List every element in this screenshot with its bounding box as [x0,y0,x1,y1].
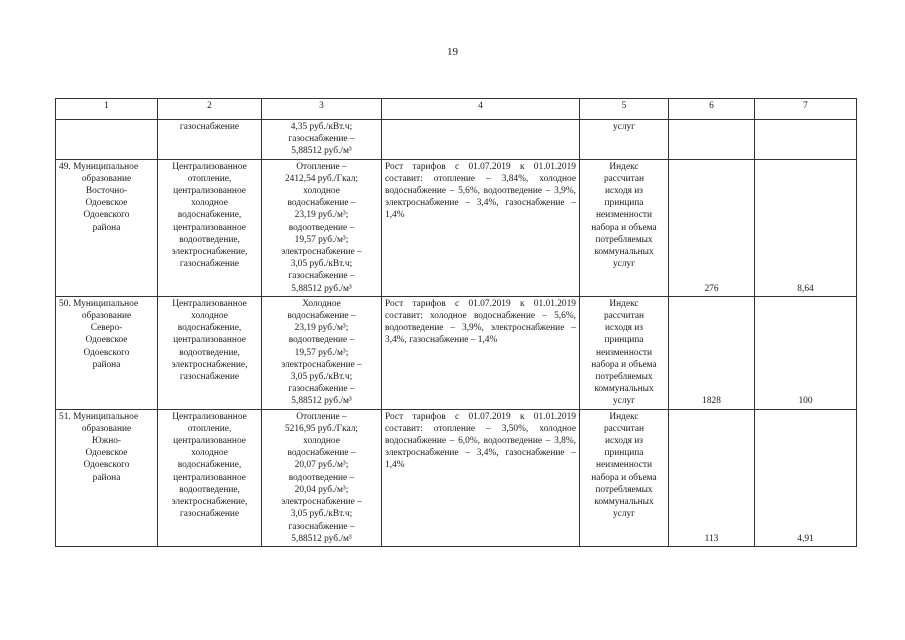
cell-line: Северо- [90,323,123,334]
cell-line: 3,05 руб./кВт.ч; [290,259,353,270]
cell-services [158,296,262,409]
cell-line: газоснабжение – [288,384,355,395]
cell-line: услуг [612,259,636,270]
cell-line: 23,19 руб./м³; [294,210,349,221]
cell-line: газоснабжение – [288,521,355,532]
cell-line: 50. Муниципальное [59,298,139,309]
cell-line: отопление, [187,173,232,184]
cell-growth [382,159,580,296]
tariff-table [55,98,857,547]
cell-line: электроснабжение – [281,359,362,370]
cell-line: исходя из [605,186,643,197]
cell-line: водоснабжение, [177,323,242,334]
cell-tariffs [262,159,382,296]
cell-value-6: 1828 [669,296,755,409]
cell-line: электроснабжение, [171,497,248,508]
cell-line: 23,19 руб./м³; [294,323,349,334]
cell-line: Централизованное [172,161,247,172]
cell-line: газоснабжение [179,372,240,383]
cell-line: холодное [303,186,340,197]
cell-line: услуг [612,396,636,407]
page-number: 19 [447,46,458,58]
cell-line: района [92,472,121,483]
cell-line: образование [81,423,132,434]
cell-line: Одоевского [83,460,130,471]
cell-line: 19,57 руб./м³; [294,347,349,358]
cell-line: Рост тарифов с 01.07.2019 к 01.01.2019 составит: холодное водоснабжение – 5,6%, водоотведение – 3,9%, электроснабжение – 3,4%, газоснабжение – 1,4% [385,298,576,346]
cell-services [158,409,262,546]
cell-tariffs [262,296,382,409]
cell-line: исходя из [605,323,643,334]
cell-line: газоснабжение – [288,271,355,282]
cell-line: 5,88512 руб./м³ [291,146,352,157]
cell-line: потребляемых [595,484,653,495]
cell-line: холодное [191,311,228,322]
cell-line: Индекс [609,298,639,309]
cell-line: газоснабжение [179,259,240,270]
cell-line: 51. Муниципальное [59,411,139,422]
cell-line: Рост тарифов с 01.07.2019 к 01.01.2019 составит: отопление – 3,50%, холодное водоснабжение – 6,0%, водоотведение – 3,8%, электроснабжение – 3,4%, газоснабжение – 1,4% [385,411,576,471]
cell-line: услуг [612,122,636,132]
cell-index-note [580,159,669,296]
cell-municipality [56,296,158,409]
cell-tariffs [262,409,382,546]
cell-line: Одоевского [83,210,130,221]
cell-line: газоснабжение – [288,134,355,145]
cell-line: неизменности [595,460,653,471]
cell-municipality [56,120,158,160]
cell-line: потребляемых [595,372,653,383]
cell-line: 3,05 руб./кВт.ч; [290,372,353,383]
header-cell: 7 [755,99,857,120]
cell-line: набора и объема [591,359,657,370]
cell-line: Восточно- [85,186,128,197]
table-row [56,159,857,296]
cell-value-7: 100 [755,296,857,409]
cell-value-6 [669,120,755,160]
cell-line: 5,88512 руб./м³ [291,533,352,544]
cell-line: Индекс [609,411,639,422]
cell-line: принципа [604,335,644,346]
cell-line: набора и объема [591,472,657,483]
cell-line: 5,88512 руб./м³ [291,283,352,294]
cell-line: водоотведение – [288,335,355,346]
cell-line: образование [81,173,132,184]
header-cell: 6 [669,99,755,120]
cell-line: района [92,359,121,370]
cell-line: водоснабжение – [287,198,356,209]
cell-line: водоснабжение – [287,311,356,322]
header-cell: 2 [158,99,262,120]
cell-line: 2412,54 руб./Гкал; [284,173,359,184]
cell-value-7 [755,120,857,160]
cell-line: Отопление – [296,411,347,422]
cell-line: рассчитан [603,423,645,434]
cell-line: водоснабжение – [287,448,356,459]
cell-line: Одоевское [85,335,128,346]
cell-line: потребляемых [595,234,653,245]
cell-line: централизованное [173,335,246,346]
cell-line: 3,05 руб./кВт.ч; [290,509,353,520]
cell-line: газоснабжение [179,509,240,520]
cell-municipality [56,159,158,296]
cell-line: водоотведение – [288,472,355,483]
cell-line: электроснабжение – [281,247,362,258]
cell-line: холодное [303,436,340,447]
cell-line: Одоевское [85,448,128,459]
cell-line: принципа [604,198,644,209]
cell-line: централизованное [173,472,246,483]
cell-index-note [580,409,669,546]
cell-line: водоотведение, [179,234,240,245]
cell-line: 49. Муниципальное [59,161,139,172]
cell-line: рассчитан [603,311,645,322]
cell-line: холодное [191,448,228,459]
cell-line: Холодное [302,298,341,309]
cell-line: Индекс [609,161,639,172]
cell-line: отопление, [187,423,232,434]
cell-line: водоотведение, [179,347,240,358]
cell-line: 20,04 руб./м³; [294,484,349,495]
cell-line: Централизованное [172,411,247,422]
cell-line: набора и объема [591,222,657,233]
cell-growth [382,409,580,546]
cell-line: централизованное [173,436,246,447]
cell-line: 5216,95 руб./Гкал; [284,423,359,434]
cell-value-6: 276 [669,159,755,296]
cell-growth [382,296,580,409]
header-cell: 3 [262,99,382,120]
cell-line: электроснабжение, [171,359,248,370]
cell-line: Отопление – [296,161,347,172]
cell-line: 5,88512 руб./м³ [291,396,352,407]
cell-line: услуг [612,509,636,520]
cell-line: образование [81,311,132,322]
cell-line: Одоевское [85,198,128,209]
cell-line: Рост тарифов с 01.07.2019 к 01.01.2019 составит: отопление – 3,84%, холодное водоснабжение – 5,6%, водоотведение – 3,9%, электроснабжение – 3,4%, газоснабжение –1,4% [385,161,576,221]
cell-line: неизменности [595,347,653,358]
cell-line: водоотведение – [288,222,355,233]
cell-line: неизменности [595,210,653,221]
cell-municipality [56,409,158,546]
cell-value-7: 4,91 [755,409,857,546]
table-row [56,409,857,546]
header-cell: 5 [580,99,669,120]
cell-growth [382,120,580,160]
cell-index-note [580,296,669,409]
cell-line: газоснабжение [179,122,240,132]
cell-line: Южно- [91,436,122,447]
cell-line: электроснабжение – [281,497,362,508]
cell-line: водоотведение, [179,484,240,495]
cell-line: рассчитан [603,173,645,184]
table-row [56,296,857,409]
cell-value-6: 113 [669,409,755,546]
cell-line: коммунальных [594,497,654,508]
cell-line: района [92,222,121,233]
header-cell: 4 [382,99,580,120]
cell-line: коммунальных [594,247,654,258]
cell-line: Централизованное [172,298,247,309]
cell-line: исходя из [605,436,643,447]
table-header-row [56,99,857,120]
cell-line: централизованное [173,222,246,233]
cell-line: 20,07 руб./м³; [294,460,349,471]
cell-line: коммунальных [594,384,654,395]
cell-line: холодное [191,198,228,209]
table-row-continued [56,120,857,160]
cell-line: 19,57 руб./м³; [294,234,349,245]
header-cell: 1 [56,99,158,120]
cell-tariffs [262,120,382,160]
cell-index-note [580,120,669,160]
cell-line: водоснабжение, [177,210,242,221]
cell-line: Одоевского [83,347,130,358]
cell-line: водоснабжение, [177,460,242,471]
cell-line: централизованное [173,186,246,197]
cell-line: 4,35 руб./кВт.ч; [290,122,353,132]
cell-line: принципа [604,448,644,459]
cell-services [158,159,262,296]
cell-value-7: 8,64 [755,159,857,296]
cell-services [158,120,262,160]
cell-line: электроснабжение, [171,247,248,258]
